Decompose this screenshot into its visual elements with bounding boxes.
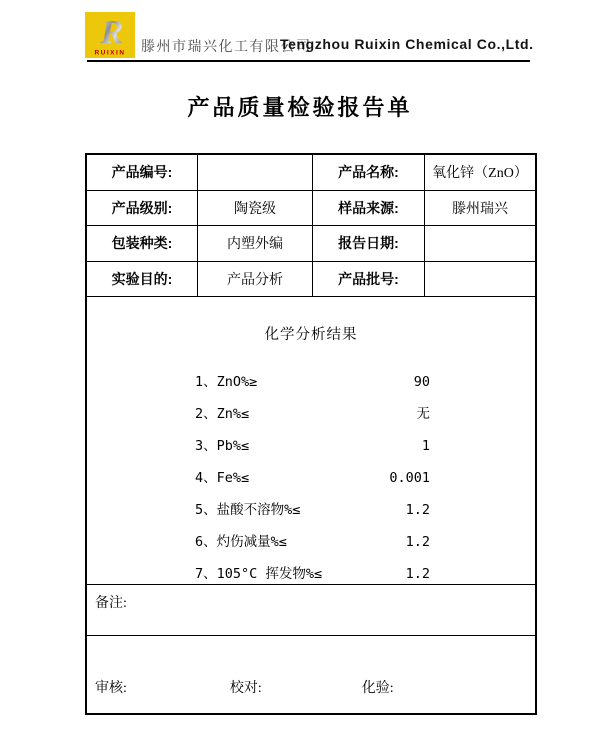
analysis-item-label: 7、105°C 挥发物%≤ bbox=[195, 566, 323, 582]
signoff-proofread-label: 校对: bbox=[229, 681, 262, 696]
analysis-item bbox=[87, 430, 535, 462]
analysis-item-value: 1.2 bbox=[405, 534, 430, 550]
remarks-label: 备注: bbox=[95, 595, 127, 611]
analysis-section bbox=[87, 297, 535, 585]
table-row bbox=[87, 191, 535, 227]
field-label-package-type: 包装种类: bbox=[87, 226, 198, 261]
field-label-test-purpose: 实验目的: bbox=[87, 262, 198, 297]
field-value-sample-source: 滕州瑞兴 bbox=[452, 201, 508, 217]
signoff-review-label: 审核: bbox=[95, 681, 127, 696]
analysis-item bbox=[87, 366, 535, 398]
company-logo bbox=[85, 12, 135, 58]
table-row bbox=[87, 262, 535, 298]
field-value-product-grade: 陶瓷级 bbox=[198, 191, 313, 226]
analysis-item-value: 1.2 bbox=[405, 566, 430, 582]
header-divider bbox=[87, 60, 530, 62]
field-value-product-number bbox=[198, 155, 313, 190]
analysis-item-value: 1 bbox=[421, 438, 430, 454]
analysis-item-value: 无 bbox=[416, 406, 430, 422]
analysis-items bbox=[87, 366, 535, 590]
field-value-report-date bbox=[425, 226, 535, 261]
field-value-batch-number bbox=[425, 262, 535, 297]
signoff-row bbox=[87, 636, 535, 713]
ruixin-logo-icon bbox=[85, 12, 135, 58]
field-value-package-type: 内塑外编 bbox=[198, 226, 313, 261]
field-label-sample-source: 样品来源: bbox=[313, 191, 425, 226]
field-label-report-date: 报告日期: bbox=[313, 226, 425, 261]
field-value-product-name: 氧化锌（ZnO） bbox=[432, 166, 528, 182]
company-name-cn: 滕州市瑞兴化工有限公司 bbox=[141, 40, 312, 55]
signoff-test-label: 化验: bbox=[361, 681, 394, 696]
company-name-en: Tengzhou Ruixin Chemical Co.,Ltd. bbox=[280, 36, 534, 52]
analysis-item-label: 5、盐酸不溶物%≤ bbox=[195, 502, 301, 518]
analysis-item-value: 1.2 bbox=[405, 502, 430, 518]
analysis-item-value: 0.001 bbox=[389, 470, 430, 486]
analysis-item bbox=[87, 462, 535, 494]
table-row bbox=[87, 155, 535, 191]
page-title: 产品质量检验报告单 bbox=[187, 95, 413, 120]
field-label-product-grade: 产品级别: bbox=[87, 191, 198, 226]
field-label-product-name: 产品名称: bbox=[313, 155, 425, 190]
analysis-item-label: 2、Zn%≤ bbox=[195, 406, 250, 422]
logo-brand-text: RUIXIN bbox=[94, 49, 126, 57]
analysis-item-label: 3、Pb%≤ bbox=[195, 438, 250, 454]
analysis-item-value: 90 bbox=[413, 374, 430, 390]
field-label-product-number: 产品编号: bbox=[87, 155, 198, 190]
table-row bbox=[87, 226, 535, 262]
field-label-batch-number: 产品批号: bbox=[313, 262, 425, 297]
field-value-test-purpose: 产品分析 bbox=[198, 262, 313, 297]
analysis-item bbox=[87, 494, 535, 526]
logo-letter: R bbox=[100, 14, 124, 51]
analysis-item-label: 6、灼伤减量%≤ bbox=[195, 534, 287, 550]
analysis-item bbox=[87, 526, 535, 558]
analysis-item-label: 1、ZnO%≥ bbox=[195, 374, 258, 390]
remarks-row bbox=[87, 585, 535, 637]
analysis-item-label: 4、Fe%≤ bbox=[195, 470, 250, 486]
analysis-heading: 化学分析结果 bbox=[264, 327, 358, 343]
analysis-item bbox=[87, 398, 535, 430]
report-table bbox=[85, 153, 537, 715]
